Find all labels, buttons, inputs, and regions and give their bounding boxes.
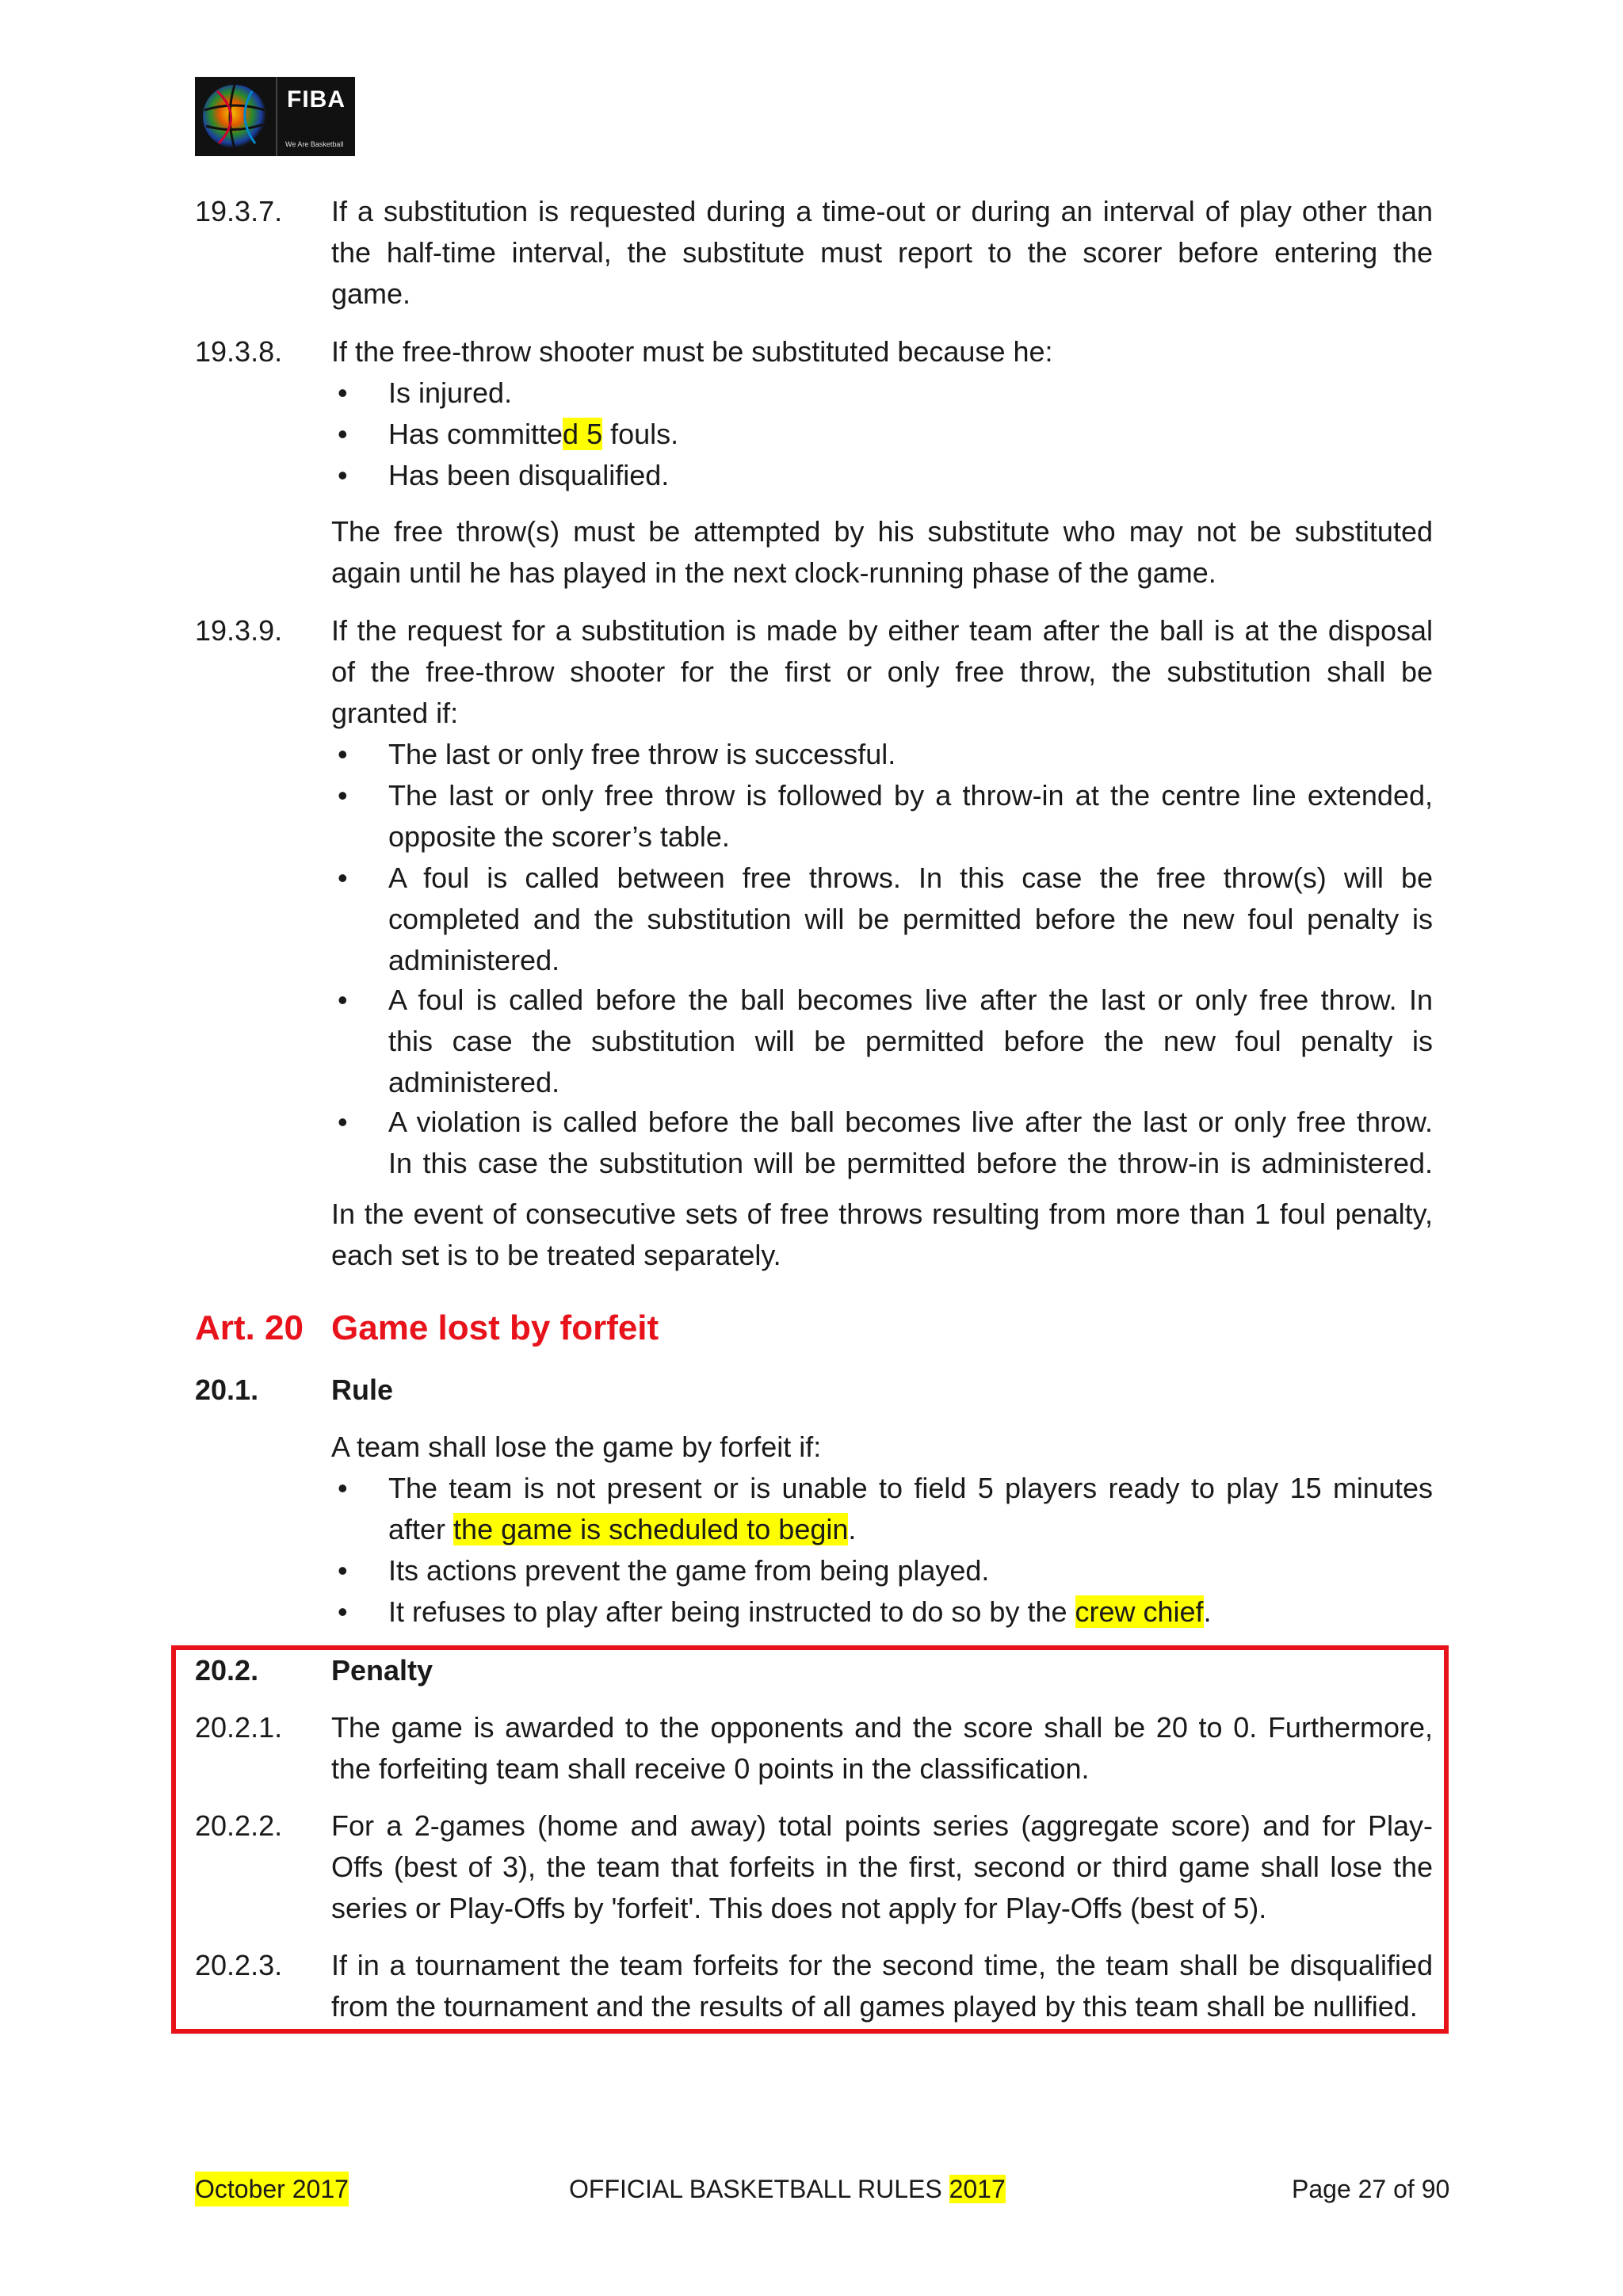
text-line: opposite the scorer’s table.	[388, 820, 730, 853]
text-line: game.	[331, 277, 411, 310]
text-line: completed and the substitution will be permitted before the new foul penalty is	[388, 903, 1433, 935]
text-line: of the free-throw shooter for the first or only free throw, the substitution shall be	[331, 655, 1433, 688]
text-line: The game is awarded to the opponents and the score shall be 20 to 0. Furthermore,	[331, 1711, 1433, 1744]
text-line: In the event of consecutive sets of free throws resulting from more than 1 foul penalty,	[331, 1198, 1433, 1230]
text-line: The last or only free throw is successful.	[388, 738, 896, 770]
clause-text	[331, 511, 1433, 594]
text-line: from the tournament and the results of all games played by this team shall be nullified.	[331, 1990, 1418, 2023]
bullet-icon: •	[338, 861, 348, 894]
text-line: Its actions prevent the game from being played.	[388, 1554, 990, 1587]
article-title: Game lost by forfeit	[331, 1308, 659, 1347]
clause-number: 19.3.9.	[195, 614, 283, 647]
text-line: If the free-throw shooter must be substituted because he:	[331, 335, 1053, 368]
highlighted-text: d 5	[563, 418, 603, 450]
section-title: Rule	[331, 1373, 394, 1406]
text-line: each set is to be treated separately.	[331, 1239, 781, 1271]
highlighted-text: the game is scheduled to begin	[453, 1513, 849, 1545]
text-line: Offs (best of 3), the team that forfeits in the first, second or third game shall lose the	[331, 1851, 1433, 1883]
text-line: Has been disqualified.	[388, 459, 670, 491]
clause-text	[331, 191, 1433, 315]
text-line	[388, 1509, 1433, 1550]
bullet-icon: •	[338, 376, 348, 409]
text-line: The team is not present or is unable to field 5 players ready to play 15 minutes	[388, 1472, 1433, 1504]
bullet-icon: •	[338, 738, 348, 770]
section-number: 20.2.	[195, 1654, 259, 1687]
clause-number: 20.2.3.	[195, 1949, 283, 1981]
section-number: 20.1.	[195, 1373, 259, 1406]
clause-text	[331, 610, 1433, 734]
text-line: A violation is called before the ball becomes live after the last or only free throw.	[388, 1106, 1433, 1138]
text-line: the half-time interval, the substitute must report to the scorer before entering the	[331, 236, 1433, 269]
text-line: The last or only free throw is followed by a throw-in at the centre line extended,	[388, 779, 1433, 812]
text-line: A foul is called between free throws. In this case the free throw(s) will be	[388, 861, 1433, 894]
text-run: .	[1203, 1595, 1212, 1628]
bullet-icon: •	[338, 984, 348, 1016]
clause-number: 19.3.8.	[195, 335, 283, 368]
text-run: Has committe	[388, 418, 563, 450]
text-line: If the request for a substitution is made by either team after the ball is at the disposal	[331, 614, 1433, 647]
text-line: In this case the substitution will be permitted before the throw-in is administered.	[388, 1147, 1433, 1179]
highlighted-text: crew chief	[1075, 1595, 1204, 1628]
text-line: this case the substitution will be permitted before the new foul penalty is	[388, 1025, 1433, 1057]
footer-date: October 2017	[195, 2172, 349, 2206]
clause-text	[331, 1194, 1433, 1276]
basketball-globe-icon	[195, 77, 276, 156]
article-number: Art. 20	[195, 1308, 304, 1347]
bullet-icon: •	[338, 1554, 348, 1587]
text-line: Is injured.	[388, 376, 513, 409]
text-line: A foul is called before the ball becomes live after the last or only free throw. In	[388, 984, 1433, 1016]
text-line	[388, 414, 1433, 455]
text-line: again until he has played in the next clock-running phase of the game.	[331, 556, 1216, 589]
bullet-icon: •	[338, 779, 348, 812]
text-run: .	[848, 1513, 857, 1545]
clause-text	[331, 1707, 1433, 1790]
clause-number: 20.2.1.	[195, 1711, 283, 1744]
text-line: If a substitution is requested during a time-out or during an interval of play other than	[331, 195, 1433, 227]
text-run: fouls.	[602, 418, 679, 450]
bullet-icon: •	[338, 459, 348, 491]
section-title: Penalty	[331, 1654, 433, 1687]
footer-page-number: Page 27 of 90	[1292, 2175, 1450, 2203]
text-run: after	[388, 1513, 454, 1545]
logo-text: FIBA	[287, 86, 346, 113]
text-line	[388, 1591, 1433, 1633]
text-run: It refuses to play after being instructed to do so by the	[388, 1595, 1075, 1628]
highlighted-text: 2017	[949, 2175, 1006, 2203]
logo-tagline: We Are Basketball	[285, 140, 344, 148]
clause-number: 19.3.7.	[195, 195, 283, 227]
clause-text	[331, 331, 1433, 372]
clause-number: 20.2.2.	[195, 1809, 283, 1842]
text-line: administered.	[388, 1066, 560, 1098]
text-line: granted if:	[331, 697, 459, 729]
clause-text	[331, 1945, 1433, 2027]
text-line: the forfeiting team shall receive 0 points in the classification.	[331, 1752, 1090, 1785]
text-line: administered.	[388, 944, 560, 976]
text-line: For a 2-games (home and away) total points series (aggregate score) and for Play-	[331, 1809, 1433, 1842]
clause-text	[331, 1805, 1433, 1929]
footer-title	[569, 2172, 1006, 2206]
logo-wordmark	[276, 77, 355, 156]
bullet-icon: •	[338, 1472, 348, 1504]
text-line: The free throw(s) must be attempted by his substitute who may not be substituted	[331, 515, 1433, 548]
bullet-icon: •	[338, 1106, 348, 1138]
bullet-icon: •	[338, 418, 348, 450]
text-run: OFFICIAL BASKETBALL RULES	[569, 2175, 949, 2203]
bullet-icon: •	[338, 1595, 348, 1628]
text-line: If in a tournament the team forfeits for the second time, the team shall be disqualified	[331, 1949, 1433, 1981]
fiba-logo	[195, 77, 355, 156]
text-line: series or Play-Offs by 'forfeit'. This does not apply for Play-Offs (best of 5).	[331, 1892, 1267, 1924]
text-line: A team shall lose the game by forfeit if:	[331, 1431, 822, 1463]
clause-text	[331, 1427, 1433, 1468]
